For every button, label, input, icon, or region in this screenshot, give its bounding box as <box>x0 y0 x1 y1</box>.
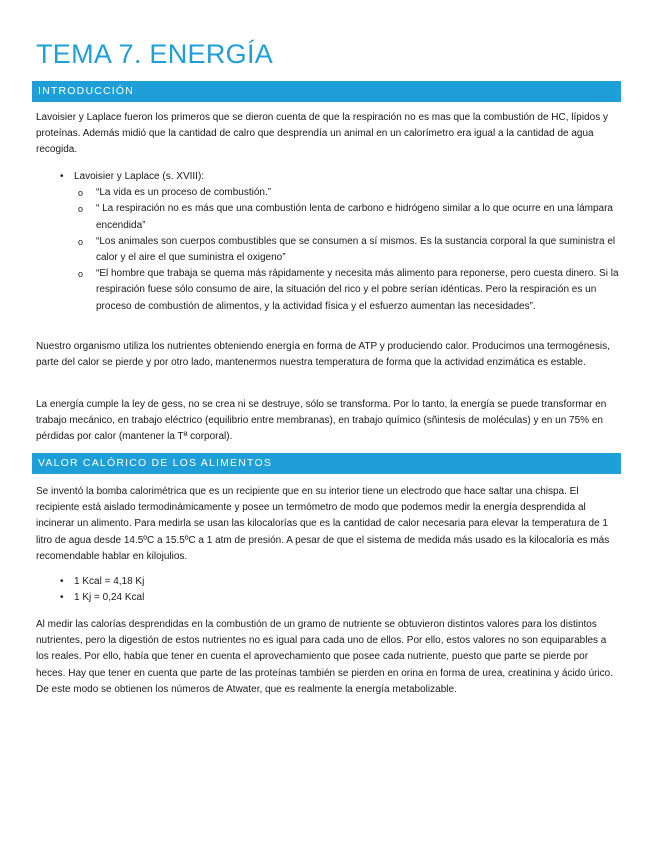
sub-list-item <box>78 266 619 315</box>
paragraph-atwater <box>36 617 619 698</box>
bullet-icon: • <box>60 592 64 604</box>
sub-list-item <box>78 201 619 233</box>
quotes-list <box>36 169 619 315</box>
circle-bullet-icon: o <box>78 188 84 199</box>
list-item-label: Lavoisier y Laplace (s. XVIII): <box>74 171 205 182</box>
paragraph-bomba-calorimetrica <box>36 484 619 565</box>
sub-list-item <box>78 234 619 266</box>
bullet-icon: • <box>60 576 64 587</box>
paragraph-text: Al medir las calorías desprendidas en la combustión de un gramo de nutriente se obtuvieron distintos valores para los distintos nutrientes, pero la digestión de estos nutrientes no es igual para cada uno de ellos. Por ello, estos valores no son equiparables a los reales. Por ello, había que tener en cuenta el aprovechamiento que posee cada nutriente, puesto que parte se pierde por heces. Hay que tener en cuenta que parte de las proteínas también se pierden en orina en forma de urea, creatinina y ácido úrico. De este modo se obtienen los números de Atwater, que es realmente la energía metabolizable. <box>36 619 614 695</box>
units-list <box>36 574 619 606</box>
page-title: TEMA 7. ENERGÍA <box>36 39 274 69</box>
paragraph-text: Se inventó la bomba calorimétrica que es un recipiente que en su interior tiene un electrodo que hace saltar una chispa. El recipiente está aislado termodinámicamente y posee un termómetro de modo que podemos medir la energía desprendida al incinerar un alimento. Para medirla se usan las kilocalorías que es la cantidad de calor necesaria para elevar la temperatura de 1 litro de agua desde 14.5ºC a 15.5ºC a 1 atm de presión. A pesar de que el sistema de medida más usado es la kilocaloría es más recomendable hablar en kilojulios. <box>36 486 610 562</box>
list-item-text: 1 Kcal = 4,18 Kj <box>74 576 145 587</box>
section-heading-valor-calorico: VALOR CALÓRICO DE LOS ALIMENTOS <box>32 453 621 474</box>
list-item <box>60 590 619 606</box>
list-item-text: 1 Kj = 0,24 Kcal <box>74 592 145 604</box>
paragraph-atp <box>36 339 619 371</box>
circle-bullet-icon: o <box>78 236 84 247</box>
paragraph-ley-gess <box>36 397 619 446</box>
section-heading-introduccion: INTRODUCCIÓN <box>32 81 621 102</box>
circle-bullet-icon: o <box>78 204 84 215</box>
list-item <box>60 574 619 590</box>
sub-list-item-text: “ La respiración no es más que una combustión lenta de carbono e hidrógeno similar a lo que ocurre en una lámpara encendida” <box>96 203 613 231</box>
paragraph-text: La energía cumple la ley de gess, no se crea ni se destruye, sólo se transforma. Por lo tanto, la energía se puede transformar en trabajo mecánico, en trabajo eléctrico (equilibrio entre membranas), en trabajo químico (sñintesis de moléculas) y en un 75% en pérdidas por calor (mantener la Tª corporal). <box>36 399 607 443</box>
sub-list-item-text: “El hombre que trabaja se quema más rápidamente y necesita más alimento para reponerse, pero cuesta dinero. Si la respiración fuese sólo consumo de aire, la situación del rico y el pobre serían idénticas. Pero la respiración es un proceso de combustión de alimentos, y la actividad física y el esfuerzo aumentan las necesidades”. <box>96 268 619 312</box>
list-item <box>60 169 619 315</box>
bullet-icon: • <box>60 171 64 182</box>
sub-list-item <box>78 185 619 201</box>
paragraph-lavoisier <box>36 110 619 159</box>
sub-list-item-text: “La vida es un proceso de combustión.” <box>96 187 272 199</box>
paragraph-text: Lavoisier y Laplace fueron los primeros que se dieron cuenta de que la respiración no es mas que la combustión de HC, lípidos y proteínas. Además midió que la cantidad de calro que desprendía un animal en un calorímetro era igual a la cantidad de agua recogida. <box>36 112 608 156</box>
paragraph-text: Nuestro organismo utiliza los nutrientes obteniendo energía en forma de ATP y produciendo calor. Producimos una termogénesis, parte del calor se pierde y por otro lado, mantenermos nuestra temperatura de forma que la actividad enzimática es estable. <box>36 341 610 369</box>
sub-list-item-text: “Los animales son cuerpos combustibles que se consumen a sí mismos. Es la sustancia corporal la que suministra el calor y el aire el que suministra el oxigeno” <box>96 235 616 264</box>
circle-bullet-icon: o <box>78 269 84 280</box>
